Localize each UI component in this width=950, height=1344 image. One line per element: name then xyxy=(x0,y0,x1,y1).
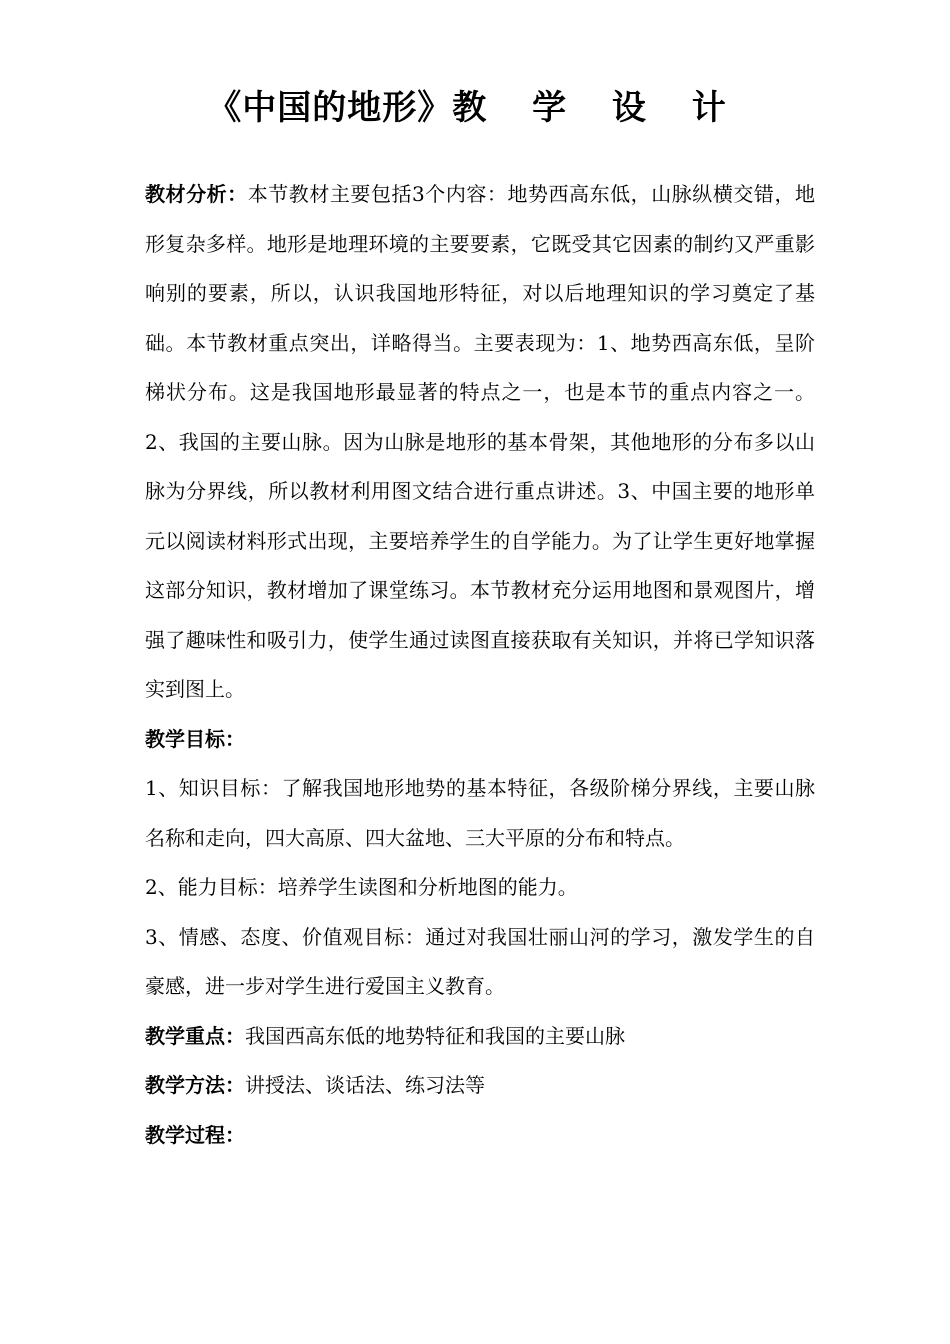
objective-item-ability: 2、能力目标：培养学生读图和分析地图的能力。 xyxy=(145,875,578,899)
process-label: 教学过程： xyxy=(145,1122,245,1147)
document-body xyxy=(145,170,815,1160)
title-main: 《中国的地形》 xyxy=(207,88,453,128)
title-suffix: 教 学 设 计 xyxy=(452,88,743,128)
methods-paragraph xyxy=(145,1061,815,1111)
objective-item-knowledge: 1、知识目标：了解我国地形地势的基本特征，各级阶梯分界线，主要山脉名称和走向，四大高原、四大盆地、三大平原的分布和特点。 xyxy=(145,776,815,850)
key-points-paragraph xyxy=(145,1012,815,1062)
key-points-label: 教学重点： xyxy=(145,1023,245,1048)
process-heading xyxy=(145,1111,815,1161)
objective-item-emotion: 3、情感、态度、价值观目标：通过对我国壮丽山河的学习，激发学生的自豪感，进一步对学生进行爱国主义教育。 xyxy=(145,924,815,998)
analysis-label: 教材分析： xyxy=(145,182,248,206)
objectives-label: 教学目标： xyxy=(145,726,245,751)
document-title xyxy=(0,80,950,136)
methods-text: 讲授法、谈话法、练习法等 xyxy=(245,1073,485,1097)
methods-label: 教学方法： xyxy=(145,1073,245,1097)
key-points-text: 我国西高东低的地势特征和我国的主要山脉 xyxy=(245,1023,625,1048)
objectives-heading xyxy=(145,715,815,765)
analysis-text: 本节教材主要包括3个内容：地势西高东低，山脉纵横交错，地形复杂多样。地形是地理环境的主要要素，它既受其它因素的制约又严重影响别的要素，所以，认识我国地形特征，对以后地理知识的学习奠定了基础。本节教材重点突出，详略得当。主要表现为：1、地势西高东低，呈阶梯状分布。这是我国地形最显著的特点之一，也是本节的重点内容之一。2、我国的主要山脉。因为山脉是地形的基本骨架，其他地形的分布多以山脉为分界线，所以教材利用图文结合进行重点讲述。3、中国主要的地形单元以阅读材料形式出现，主要培养学生的自学能力。为了让学生更好地掌握这部分知识，教材增加了课堂练习。本节教材充分运用地图和景观图片，增强了趣味性和吸引力，使学生通过读图直接获取有关知识，并将已学知识落实到图上。 xyxy=(145,182,815,701)
analysis-paragraph xyxy=(145,170,815,715)
